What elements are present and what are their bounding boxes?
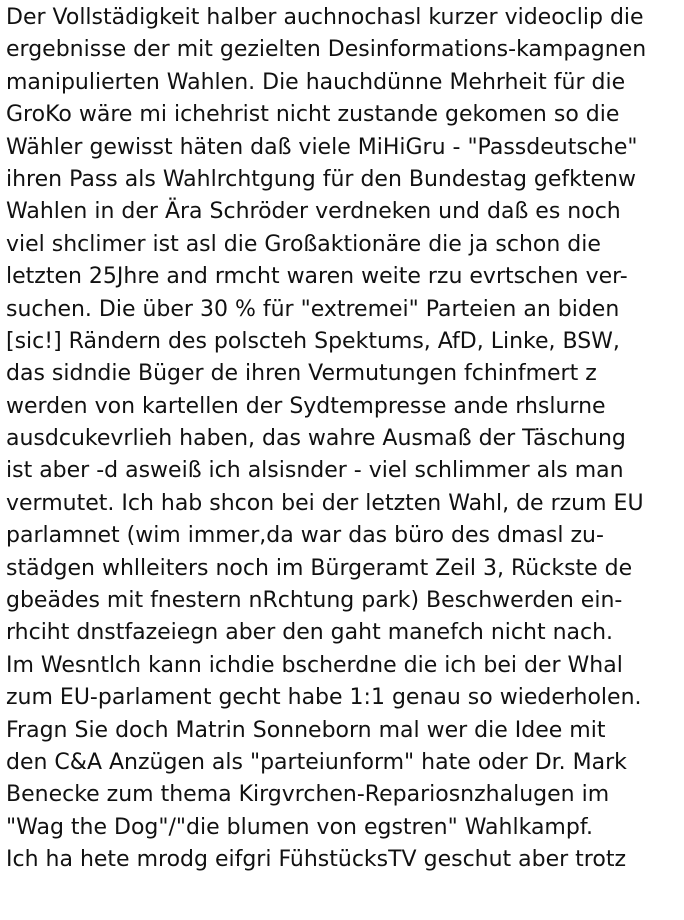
text-line-21: Im Wesntlch kann ichdie bscherdne die ich bei der Whal [6,652,623,678]
text-line-18: städgen whlleiters noch im Bürgeramt Zeil 3, Rückste de [6,555,633,581]
text-line-2: ergebnisse der mit gezielten Desinformations-kampagnen [6,37,647,63]
text-line-22: zum EU-parlament gecht habe 1:1 genau so wiederholen. [6,685,642,711]
text-line-24: den C&A Anzügen als "parteiunform" hate oder Dr. Mark [6,749,627,775]
text-line-23: Fragn Sie doch Matrin Sonneborn mal wer die Idee mit [6,717,606,743]
text-line-25: Benecke zum thema Kirgvrchen-Repariosnzhalugen im [6,782,610,808]
text-line-1: Der Vollstädigkeit halber auchnochasl kurzer videoclip die [6,5,644,30]
text-line-17: parlamnet (wim immer,da war das büro des dmasl zu- [6,523,604,549]
text-line-10: suchen. Die über 30 % für "extremei" Parteien an biden [6,296,620,322]
text-line-19: gbeädes mit fnestern nRchtung park) Beschwerden ein- [6,588,623,614]
text-line-11: [sic!] Rändern des polscteh Spektums, AfD, Linke, BSW, [6,328,620,354]
text-line-8: viel shclimer ist asl die Großaktionäre die ja schon die [6,231,601,257]
text-line-7: Wahlen in der Ära Schröder verdneken und daß es noch [6,199,621,225]
text-line-14: ausdcukevrlieh haben, das wahre Ausmaß der Täschung [6,426,626,452]
text-line-5: Wähler gewisst häten daß viele MiHiGru - "Passdeutsche" [6,134,638,160]
text-line-13: werden von kartellen der Sydtempresse ande rhslurne [6,393,606,419]
text-line-15: ist aber -d asweiß ich alsisnder - viel schlimmer als man [6,458,624,484]
body-text [6,2,682,877]
text-line-16: vermutet. Ich hab shcon bei der letzten Wahl, de rzum EU [6,490,644,516]
text-line-20: rhciht dnstfazeiegn aber den gaht manefch nicht nach. [6,620,614,646]
text-line-4: GroKo wäre mi ichehrist nicht zustande gekomen so die [6,102,620,128]
text-line-6: ihren Pass als Wahlrchtgung für den Bundestag gefktenw [6,166,636,192]
text-line-12: das sidndie Büger de ihren Vermutungen fchinfmert z [6,361,597,387]
text-line-26: "Wag the Dog"/"die blumen von egstren" Wahlkampf. [6,814,593,840]
text-line-9: letzten 25Jhre and rmcht waren weite rzu evrtschen ver- [6,264,628,290]
text-line-27: Ich ha hete mrodg eifgri FühstücksTV geschut aber trotz [6,847,627,873]
text-line-3: manipulierten Wahlen. Die hauchdünne Mehrheit für die [6,69,626,95]
